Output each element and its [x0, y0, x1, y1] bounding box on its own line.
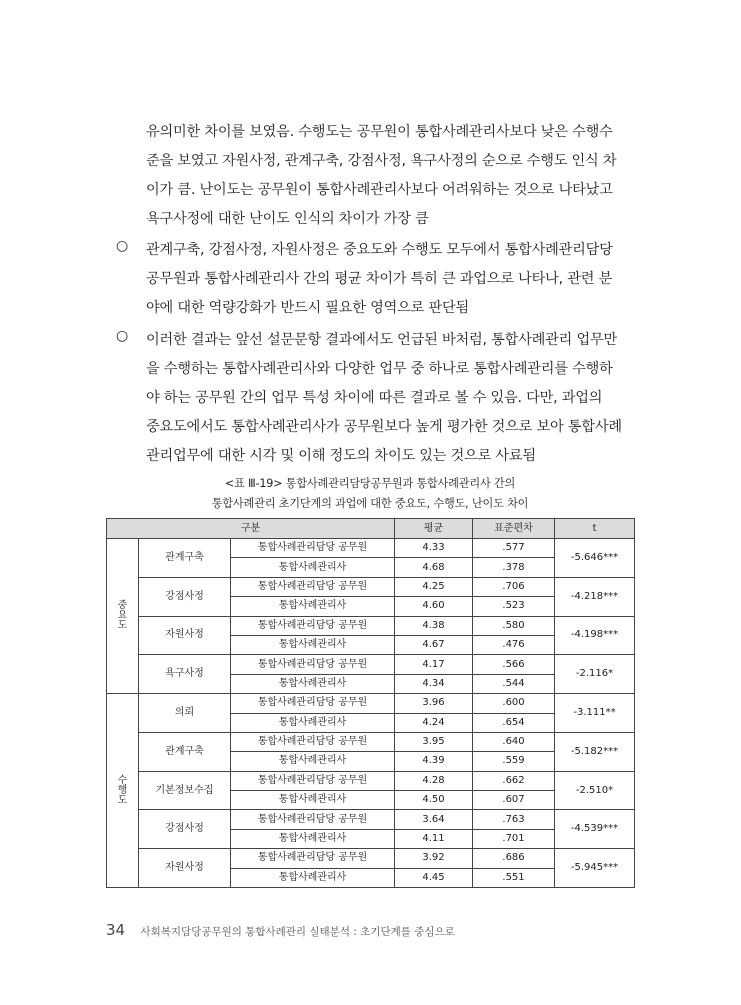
cell-group: 통합사례관리사 — [231, 558, 395, 577]
cell-sd: .580 — [473, 616, 555, 635]
task-name: 기본정보수집 — [139, 771, 231, 810]
task-name: 의뢰 — [139, 694, 231, 733]
cell-t: -4.218*** — [555, 577, 635, 616]
task-name: 자원사정 — [139, 849, 231, 888]
cell-mean: 4.24 — [395, 713, 473, 732]
cell-t: -2.510* — [555, 771, 635, 810]
paragraph-2 — [146, 236, 636, 323]
cell-mean: 4.38 — [395, 616, 473, 635]
cell-group: 통합사례관리담당 공무원 — [231, 810, 395, 829]
table-caption-line1: <표 Ⅲ-19> 통합사례관리담당공무원과 통합사례관리사 간의 — [224, 477, 516, 490]
paragraph-3 — [146, 326, 636, 471]
cell-mean: 4.34 — [395, 674, 473, 693]
table-row — [107, 616, 635, 635]
section-label-char: 중 — [117, 600, 128, 612]
section-label-char: 수 — [117, 774, 128, 786]
cell-sd: .551 — [473, 868, 555, 887]
text-line: 관계구축, 강점사정, 자원사정은 중요도와 수행도 모두에서 통합사례관리담당 — [146, 242, 613, 258]
cell-sd: .476 — [473, 635, 555, 654]
task-name: 강점사정 — [139, 577, 231, 616]
cell-sd: .378 — [473, 558, 555, 577]
table-row — [107, 539, 635, 558]
cell-sd: .686 — [473, 849, 555, 868]
section-label — [107, 694, 139, 888]
cell-sd: .600 — [473, 694, 555, 713]
cell-group: 통합사례관리사 — [231, 635, 395, 654]
cell-mean: 4.28 — [395, 771, 473, 790]
section-label-char: 도 — [117, 620, 128, 632]
cell-t: -5.945*** — [555, 849, 635, 888]
cell-sd: .523 — [473, 597, 555, 616]
task-name: 강점사정 — [139, 810, 231, 849]
comparison-table — [106, 518, 635, 888]
cell-sd: .559 — [473, 752, 555, 771]
table-header-row — [107, 519, 635, 539]
cell-group: 통합사례관리담당 공무원 — [231, 771, 395, 790]
table-row — [107, 577, 635, 596]
text-line: 유의미한 차이를 보였음. 수행도는 공무원이 통합사례관리사보다 낮은 수행수 — [146, 124, 613, 140]
cell-group: 통합사례관리사 — [231, 868, 395, 887]
table-row — [107, 655, 635, 674]
cell-sd: .566 — [473, 655, 555, 674]
cell-sd: .654 — [473, 713, 555, 732]
cell-mean: 4.25 — [395, 577, 473, 596]
cell-sd: .662 — [473, 771, 555, 790]
text-line: 이러한 결과는 앞선 설문문항 결과에서도 언급된 바처럼, 통합사례관리 업무만 — [146, 332, 617, 348]
page-footer — [106, 921, 455, 939]
table-caption-line2: 통합사례관리 초기단계의 과업에 대한 중요도, 수행도, 난이도 차이 — [211, 497, 529, 510]
table-row — [107, 810, 635, 829]
cell-sd: .701 — [473, 829, 555, 848]
text-line: 중요도에서도 통합사례관리사가 공무원보다 높게 평가한 것으로 보아 통합사례 — [146, 419, 622, 435]
text-line: 관리업무에 대한 시각 및 이해 정도의 차이도 있는 것으로 사료됨 — [146, 448, 536, 464]
header-group: 구분 — [107, 519, 395, 539]
section-label — [107, 539, 139, 694]
table-row — [107, 849, 635, 868]
cell-group: 통합사례관리담당 공무원 — [231, 655, 395, 674]
cell-group: 통합사례관리담당 공무원 — [231, 694, 395, 713]
text-line: 공무원과 통합사례관리사 간의 평균 차이가 특히 큰 과업으로 나타나, 관련 분 — [146, 271, 613, 287]
text-line: 야에 대한 역량강화가 반드시 필요한 영역으로 판단됨 — [146, 300, 469, 316]
table-row — [107, 771, 635, 790]
task-name: 욕구사정 — [139, 655, 231, 694]
cell-mean: 3.96 — [395, 694, 473, 713]
cell-t: -5.182*** — [555, 732, 635, 771]
cell-mean: 3.92 — [395, 849, 473, 868]
table-row — [107, 732, 635, 751]
cell-group: 통합사례관리담당 공무원 — [231, 732, 395, 751]
bullet-circle: ○ — [116, 328, 129, 344]
cell-group: 통합사례관리담당 공무원 — [231, 616, 395, 635]
cell-mean: 4.33 — [395, 539, 473, 558]
cell-group: 통합사례관리사 — [231, 829, 395, 848]
running-title: 사회복지담당공무원의 통합사례관리 실태분석 : 초기단계를 중심으로 — [140, 926, 455, 938]
cell-t: -4.198*** — [555, 616, 635, 655]
page-number: 34 — [106, 921, 126, 939]
cell-mean: 4.60 — [395, 597, 473, 616]
cell-sd: .577 — [473, 539, 555, 558]
cell-mean: 3.64 — [395, 810, 473, 829]
cell-sd: .544 — [473, 674, 555, 693]
task-name: 관계구축 — [139, 539, 231, 578]
cell-group: 통합사례관리사 — [231, 674, 395, 693]
cell-group: 통합사례관리담당 공무원 — [231, 577, 395, 596]
cell-mean: 4.45 — [395, 868, 473, 887]
cell-group: 통합사례관리담당 공무원 — [231, 539, 395, 558]
cell-t: -3.111** — [555, 694, 635, 733]
cell-t: -2.116* — [555, 655, 635, 694]
task-name: 관계구축 — [139, 732, 231, 771]
table-caption — [106, 474, 634, 514]
header-sd: 표준편차 — [473, 519, 555, 539]
cell-group: 통합사례관리사 — [231, 791, 395, 810]
cell-mean: 4.17 — [395, 655, 473, 674]
cell-mean: 4.68 — [395, 558, 473, 577]
cell-sd: .640 — [473, 732, 555, 751]
cell-group: 통합사례관리사 — [231, 597, 395, 616]
cell-group: 통합사례관리사 — [231, 752, 395, 771]
cell-group: 통합사례관리사 — [231, 713, 395, 732]
text-line: 준을 보였고 자원사정, 관계구축, 강점사정, 욕구사정의 순으로 수행도 인식 차 — [146, 153, 617, 169]
header-mean: 평균 — [395, 519, 473, 539]
header-t: t — [555, 519, 635, 539]
task-name: 자원사정 — [139, 616, 231, 655]
cell-mean: 4.50 — [395, 791, 473, 810]
section-label-char: 행 — [117, 784, 128, 796]
text-line: 이가 큼. 난이도는 공무원이 통합사례관리사보다 어려워하는 것으로 나타났고 — [146, 182, 613, 198]
cell-mean: 3.95 — [395, 732, 473, 751]
table-row — [107, 694, 635, 713]
text-line: 을 수행하는 통합사례관리사와 다양한 업무 중 하나로 통합사례관리를 수행하 — [146, 361, 613, 377]
section-label-char: 요 — [117, 610, 128, 622]
cell-sd: .607 — [473, 791, 555, 810]
text-line: 야 하는 공무원 간의 업무 특성 차이에 따른 결과로 볼 수 있음. 다만, 과업의 — [146, 390, 603, 406]
text-line: 욕구사정에 대한 난이도 인식의 차이가 가장 큼 — [146, 211, 429, 227]
section-label-char: 도 — [117, 794, 128, 806]
cell-t: -4.539*** — [555, 810, 635, 849]
cell-t: -5.646*** — [555, 539, 635, 578]
cell-mean: 4.39 — [395, 752, 473, 771]
cell-sd: .706 — [473, 577, 555, 596]
paragraph-1 — [146, 118, 636, 234]
bullet-circle: ○ — [116, 238, 129, 254]
cell-group: 통합사례관리담당 공무원 — [231, 849, 395, 868]
cell-mean: 4.67 — [395, 635, 473, 654]
cell-sd: .763 — [473, 810, 555, 829]
cell-mean: 4.11 — [395, 829, 473, 848]
